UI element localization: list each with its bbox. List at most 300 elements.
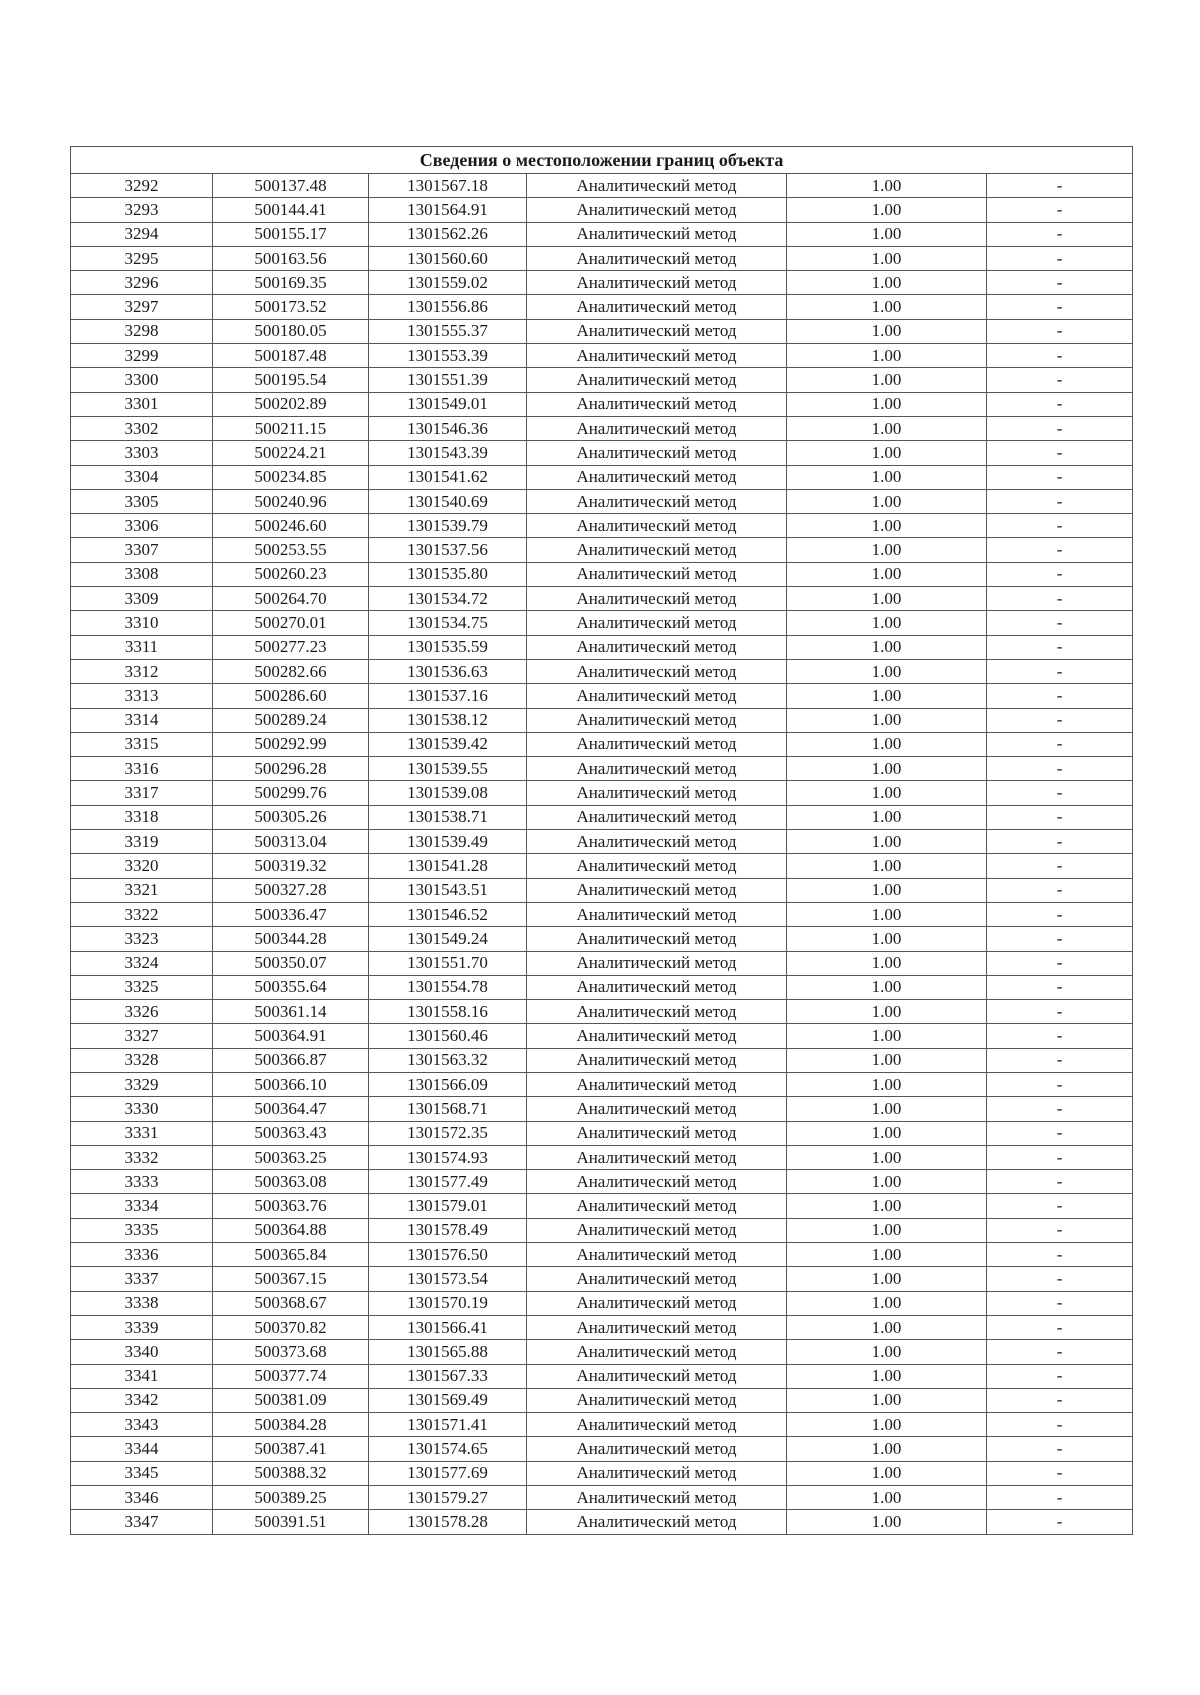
accuracy-cell: 1.00: [787, 635, 987, 659]
x-coordinate-cell: 500211.15: [213, 416, 369, 440]
table-row: [71, 538, 1133, 562]
note-cell: -: [987, 732, 1133, 756]
accuracy-cell: 1.00: [787, 1072, 987, 1096]
note-cell: -: [987, 951, 1133, 975]
note-cell: -: [987, 1000, 1133, 1024]
method-cell: Аналитический метод: [527, 344, 787, 368]
x-coordinate-cell: 500292.99: [213, 732, 369, 756]
method-cell: Аналитический метод: [527, 1048, 787, 1072]
note-cell: -: [987, 392, 1133, 416]
note-cell: -: [987, 538, 1133, 562]
x-coordinate-cell: 500387.41: [213, 1437, 369, 1461]
x-coordinate-cell: 500270.01: [213, 611, 369, 635]
point-number-cell: 3325: [71, 975, 213, 999]
table-row: [71, 1121, 1133, 1145]
y-coordinate-cell: 1301578.49: [369, 1218, 527, 1242]
accuracy-cell: 1.00: [787, 392, 987, 416]
x-coordinate-cell: 500282.66: [213, 659, 369, 683]
point-number-cell: 3344: [71, 1437, 213, 1461]
table-row: [71, 1048, 1133, 1072]
method-cell: Аналитический метод: [527, 659, 787, 683]
table-row: [71, 1291, 1133, 1315]
point-number-cell: 3320: [71, 854, 213, 878]
x-coordinate-cell: 500366.87: [213, 1048, 369, 1072]
y-coordinate-cell: 1301537.56: [369, 538, 527, 562]
y-coordinate-cell: 1301567.18: [369, 174, 527, 198]
point-number-cell: 3318: [71, 805, 213, 829]
accuracy-cell: 1.00: [787, 465, 987, 489]
note-cell: -: [987, 1437, 1133, 1461]
point-number-cell: 3312: [71, 659, 213, 683]
point-number-cell: 3299: [71, 344, 213, 368]
point-number-cell: 3293: [71, 198, 213, 222]
point-number-cell: 3326: [71, 1000, 213, 1024]
method-cell: Аналитический метод: [527, 1170, 787, 1194]
accuracy-cell: 1.00: [787, 1461, 987, 1485]
method-cell: Аналитический метод: [527, 1072, 787, 1096]
x-coordinate-cell: 500299.76: [213, 781, 369, 805]
note-cell: -: [987, 830, 1133, 854]
y-coordinate-cell: 1301569.49: [369, 1388, 527, 1412]
accuracy-cell: 1.00: [787, 1097, 987, 1121]
x-coordinate-cell: 500364.47: [213, 1097, 369, 1121]
accuracy-cell: 1.00: [787, 1437, 987, 1461]
y-coordinate-cell: 1301576.50: [369, 1243, 527, 1267]
x-coordinate-cell: 500144.41: [213, 198, 369, 222]
note-cell: -: [987, 1461, 1133, 1485]
table-row: [71, 708, 1133, 732]
x-coordinate-cell: 500391.51: [213, 1510, 369, 1534]
note-cell: -: [987, 927, 1133, 951]
y-coordinate-cell: 1301559.02: [369, 271, 527, 295]
accuracy-cell: 1.00: [787, 368, 987, 392]
x-coordinate-cell: 500313.04: [213, 830, 369, 854]
method-cell: Аналитический метод: [527, 1218, 787, 1242]
x-coordinate-cell: 500363.25: [213, 1145, 369, 1169]
note-cell: -: [987, 1024, 1133, 1048]
table-row: [71, 441, 1133, 465]
method-cell: Аналитический метод: [527, 441, 787, 465]
table-row: [71, 489, 1133, 513]
y-coordinate-cell: 1301560.60: [369, 246, 527, 270]
note-cell: -: [987, 271, 1133, 295]
method-cell: Аналитический метод: [527, 1243, 787, 1267]
method-cell: Аналитический метод: [527, 757, 787, 781]
note-cell: -: [987, 1121, 1133, 1145]
y-coordinate-cell: 1301578.28: [369, 1510, 527, 1534]
point-number-cell: 3296: [71, 271, 213, 295]
accuracy-cell: 1.00: [787, 1194, 987, 1218]
accuracy-cell: 1.00: [787, 902, 987, 926]
point-number-cell: 3330: [71, 1097, 213, 1121]
y-coordinate-cell: 1301540.69: [369, 489, 527, 513]
accuracy-cell: 1.00: [787, 1388, 987, 1412]
accuracy-cell: 1.00: [787, 684, 987, 708]
x-coordinate-cell: 500260.23: [213, 562, 369, 586]
table-row: [71, 1388, 1133, 1412]
x-coordinate-cell: 500384.28: [213, 1413, 369, 1437]
x-coordinate-cell: 500355.64: [213, 975, 369, 999]
x-coordinate-cell: 500370.82: [213, 1315, 369, 1339]
y-coordinate-cell: 1301574.65: [369, 1437, 527, 1461]
note-cell: -: [987, 1340, 1133, 1364]
y-coordinate-cell: 1301566.09: [369, 1072, 527, 1096]
x-coordinate-cell: 500350.07: [213, 951, 369, 975]
point-number-cell: 3332: [71, 1145, 213, 1169]
note-cell: -: [987, 902, 1133, 926]
point-number-cell: 3340: [71, 1340, 213, 1364]
method-cell: Аналитический метод: [527, 416, 787, 440]
x-coordinate-cell: 500180.05: [213, 319, 369, 343]
point-number-cell: 3338: [71, 1291, 213, 1315]
note-cell: -: [987, 1145, 1133, 1169]
method-cell: Аналитический метод: [527, 1413, 787, 1437]
method-cell: Аналитический метод: [527, 878, 787, 902]
x-coordinate-cell: 500296.28: [213, 757, 369, 781]
y-coordinate-cell: 1301560.46: [369, 1024, 527, 1048]
method-cell: Аналитический метод: [527, 684, 787, 708]
y-coordinate-cell: 1301549.01: [369, 392, 527, 416]
x-coordinate-cell: 500363.43: [213, 1121, 369, 1145]
y-coordinate-cell: 1301546.36: [369, 416, 527, 440]
table-row: [71, 1413, 1133, 1437]
y-coordinate-cell: 1301558.16: [369, 1000, 527, 1024]
y-coordinate-cell: 1301553.39: [369, 344, 527, 368]
x-coordinate-cell: 500224.21: [213, 441, 369, 465]
table-row: [71, 854, 1133, 878]
accuracy-cell: 1.00: [787, 1486, 987, 1510]
method-cell: Аналитический метод: [527, 538, 787, 562]
point-number-cell: 3307: [71, 538, 213, 562]
accuracy-cell: 1.00: [787, 198, 987, 222]
table-row: [71, 1243, 1133, 1267]
method-cell: Аналитический метод: [527, 1121, 787, 1145]
point-number-cell: 3331: [71, 1121, 213, 1145]
table-row: [71, 1267, 1133, 1291]
table-row: [71, 416, 1133, 440]
y-coordinate-cell: 1301568.71: [369, 1097, 527, 1121]
note-cell: -: [987, 757, 1133, 781]
note-cell: -: [987, 611, 1133, 635]
accuracy-cell: 1.00: [787, 514, 987, 538]
table-row: [71, 319, 1133, 343]
point-number-cell: 3298: [71, 319, 213, 343]
y-coordinate-cell: 1301543.51: [369, 878, 527, 902]
table-row: [71, 1170, 1133, 1194]
point-number-cell: 3308: [71, 562, 213, 586]
table-row: [71, 1340, 1133, 1364]
y-coordinate-cell: 1301551.39: [369, 368, 527, 392]
note-cell: -: [987, 441, 1133, 465]
x-coordinate-cell: 500361.14: [213, 1000, 369, 1024]
point-number-cell: 3333: [71, 1170, 213, 1194]
y-coordinate-cell: 1301573.54: [369, 1267, 527, 1291]
x-coordinate-cell: 500173.52: [213, 295, 369, 319]
x-coordinate-cell: 500389.25: [213, 1486, 369, 1510]
table-title-row: [71, 147, 1133, 174]
note-cell: -: [987, 1072, 1133, 1096]
point-number-cell: 3345: [71, 1461, 213, 1485]
x-coordinate-cell: 500344.28: [213, 927, 369, 951]
accuracy-cell: 1.00: [787, 1364, 987, 1388]
y-coordinate-cell: 1301562.26: [369, 222, 527, 246]
point-number-cell: 3301: [71, 392, 213, 416]
accuracy-cell: 1.00: [787, 1413, 987, 1437]
point-number-cell: 3311: [71, 635, 213, 659]
point-number-cell: 3337: [71, 1267, 213, 1291]
note-cell: -: [987, 1170, 1133, 1194]
method-cell: Аналитический метод: [527, 1267, 787, 1291]
y-coordinate-cell: 1301565.88: [369, 1340, 527, 1364]
point-number-cell: 3317: [71, 781, 213, 805]
table-row: [71, 1437, 1133, 1461]
table-row: [71, 465, 1133, 489]
method-cell: Аналитический метод: [527, 489, 787, 513]
note-cell: -: [987, 198, 1133, 222]
table-row: [71, 1000, 1133, 1024]
note-cell: -: [987, 319, 1133, 343]
y-coordinate-cell: 1301551.70: [369, 951, 527, 975]
accuracy-cell: 1.00: [787, 805, 987, 829]
method-cell: Аналитический метод: [527, 975, 787, 999]
accuracy-cell: 1.00: [787, 1315, 987, 1339]
accuracy-cell: 1.00: [787, 1145, 987, 1169]
method-cell: Аналитический метод: [527, 902, 787, 926]
accuracy-cell: 1.00: [787, 489, 987, 513]
note-cell: -: [987, 489, 1133, 513]
y-coordinate-cell: 1301577.49: [369, 1170, 527, 1194]
point-number-cell: 3327: [71, 1024, 213, 1048]
table-row: [71, 975, 1133, 999]
method-cell: Аналитический метод: [527, 1145, 787, 1169]
point-number-cell: 3321: [71, 878, 213, 902]
table-row: [71, 1315, 1133, 1339]
point-number-cell: 3343: [71, 1413, 213, 1437]
accuracy-cell: 1.00: [787, 1510, 987, 1534]
note-cell: -: [987, 295, 1133, 319]
note-cell: -: [987, 1364, 1133, 1388]
x-coordinate-cell: 500187.48: [213, 344, 369, 368]
table-row: [71, 198, 1133, 222]
accuracy-cell: 1.00: [787, 975, 987, 999]
note-cell: -: [987, 368, 1133, 392]
y-coordinate-cell: 1301536.63: [369, 659, 527, 683]
accuracy-cell: 1.00: [787, 951, 987, 975]
method-cell: Аналитический метод: [527, 1510, 787, 1534]
table-row: [71, 587, 1133, 611]
x-coordinate-cell: 500319.32: [213, 854, 369, 878]
method-cell: Аналитический метод: [527, 1388, 787, 1412]
x-coordinate-cell: 500137.48: [213, 174, 369, 198]
note-cell: -: [987, 854, 1133, 878]
y-coordinate-cell: 1301539.08: [369, 781, 527, 805]
accuracy-cell: 1.00: [787, 1267, 987, 1291]
point-number-cell: 3306: [71, 514, 213, 538]
table-row: [71, 295, 1133, 319]
method-cell: Аналитический метод: [527, 368, 787, 392]
x-coordinate-cell: 500336.47: [213, 902, 369, 926]
y-coordinate-cell: 1301549.24: [369, 927, 527, 951]
table-row: [71, 805, 1133, 829]
y-coordinate-cell: 1301541.28: [369, 854, 527, 878]
point-number-cell: 3339: [71, 1315, 213, 1339]
table-title: Сведения о местоположении границ объекта: [71, 147, 1133, 174]
point-number-cell: 3309: [71, 587, 213, 611]
note-cell: -: [987, 1243, 1133, 1267]
note-cell: -: [987, 1486, 1133, 1510]
x-coordinate-cell: 500364.91: [213, 1024, 369, 1048]
table-row: [71, 902, 1133, 926]
note-cell: -: [987, 1048, 1133, 1072]
table-row: [71, 781, 1133, 805]
table-row: [71, 611, 1133, 635]
y-coordinate-cell: 1301543.39: [369, 441, 527, 465]
x-coordinate-cell: 500234.85: [213, 465, 369, 489]
method-cell: Аналитический метод: [527, 246, 787, 270]
method-cell: Аналитический метод: [527, 271, 787, 295]
y-coordinate-cell: 1301537.16: [369, 684, 527, 708]
x-coordinate-cell: 500363.76: [213, 1194, 369, 1218]
accuracy-cell: 1.00: [787, 538, 987, 562]
table-row: [71, 659, 1133, 683]
table-row: [71, 1510, 1133, 1534]
y-coordinate-cell: 1301563.32: [369, 1048, 527, 1072]
method-cell: Аналитический метод: [527, 854, 787, 878]
table-row: [71, 174, 1133, 198]
note-cell: -: [987, 1218, 1133, 1242]
method-cell: Аналитический метод: [527, 198, 787, 222]
point-number-cell: 3305: [71, 489, 213, 513]
point-number-cell: 3295: [71, 246, 213, 270]
method-cell: Аналитический метод: [527, 951, 787, 975]
point-number-cell: 3336: [71, 1243, 213, 1267]
y-coordinate-cell: 1301539.49: [369, 830, 527, 854]
method-cell: Аналитический метод: [527, 830, 787, 854]
x-coordinate-cell: 500286.60: [213, 684, 369, 708]
table-row: [71, 514, 1133, 538]
method-cell: Аналитический метод: [527, 222, 787, 246]
method-cell: Аналитический метод: [527, 1097, 787, 1121]
table-row: [71, 732, 1133, 756]
y-coordinate-cell: 1301572.35: [369, 1121, 527, 1145]
accuracy-cell: 1.00: [787, 1000, 987, 1024]
y-coordinate-cell: 1301546.52: [369, 902, 527, 926]
method-cell: Аналитический метод: [527, 392, 787, 416]
point-number-cell: 3334: [71, 1194, 213, 1218]
method-cell: Аналитический метод: [527, 1315, 787, 1339]
table-row: [71, 1461, 1133, 1485]
accuracy-cell: 1.00: [787, 659, 987, 683]
accuracy-cell: 1.00: [787, 708, 987, 732]
table-row: [71, 830, 1133, 854]
point-number-cell: 3303: [71, 441, 213, 465]
table-row: [71, 1364, 1133, 1388]
accuracy-cell: 1.00: [787, 246, 987, 270]
table-row: [71, 344, 1133, 368]
point-number-cell: 3324: [71, 951, 213, 975]
y-coordinate-cell: 1301554.78: [369, 975, 527, 999]
table-row: [71, 1486, 1133, 1510]
note-cell: -: [987, 1388, 1133, 1412]
note-cell: -: [987, 684, 1133, 708]
table-row: [71, 927, 1133, 951]
accuracy-cell: 1.00: [787, 416, 987, 440]
accuracy-cell: 1.00: [787, 781, 987, 805]
point-number-cell: 3294: [71, 222, 213, 246]
y-coordinate-cell: 1301538.12: [369, 708, 527, 732]
x-coordinate-cell: 500163.56: [213, 246, 369, 270]
note-cell: -: [987, 1315, 1133, 1339]
accuracy-cell: 1.00: [787, 611, 987, 635]
point-number-cell: 3316: [71, 757, 213, 781]
method-cell: Аналитический метод: [527, 587, 787, 611]
method-cell: Аналитический метод: [527, 1194, 787, 1218]
method-cell: Аналитический метод: [527, 611, 787, 635]
method-cell: Аналитический метод: [527, 1340, 787, 1364]
x-coordinate-cell: 500368.67: [213, 1291, 369, 1315]
point-number-cell: 3314: [71, 708, 213, 732]
table-row: [71, 368, 1133, 392]
y-coordinate-cell: 1301579.01: [369, 1194, 527, 1218]
y-coordinate-cell: 1301541.62: [369, 465, 527, 489]
x-coordinate-cell: 500253.55: [213, 538, 369, 562]
note-cell: -: [987, 708, 1133, 732]
y-coordinate-cell: 1301538.71: [369, 805, 527, 829]
x-coordinate-cell: 500240.96: [213, 489, 369, 513]
method-cell: Аналитический метод: [527, 708, 787, 732]
x-coordinate-cell: 500377.74: [213, 1364, 369, 1388]
note-cell: -: [987, 514, 1133, 538]
table-row: [71, 1145, 1133, 1169]
note-cell: -: [987, 1194, 1133, 1218]
y-coordinate-cell: 1301574.93: [369, 1145, 527, 1169]
method-cell: Аналитический метод: [527, 514, 787, 538]
method-cell: Аналитический метод: [527, 805, 787, 829]
x-coordinate-cell: 500246.60: [213, 514, 369, 538]
x-coordinate-cell: 500277.23: [213, 635, 369, 659]
accuracy-cell: 1.00: [787, 757, 987, 781]
note-cell: -: [987, 222, 1133, 246]
accuracy-cell: 1.00: [787, 1243, 987, 1267]
y-coordinate-cell: 1301535.80: [369, 562, 527, 586]
point-number-cell: 3310: [71, 611, 213, 635]
point-number-cell: 3328: [71, 1048, 213, 1072]
point-number-cell: 3300: [71, 368, 213, 392]
y-coordinate-cell: 1301534.75: [369, 611, 527, 635]
table-row: [71, 757, 1133, 781]
point-number-cell: 3292: [71, 174, 213, 198]
method-cell: Аналитический метод: [527, 465, 787, 489]
point-number-cell: 3322: [71, 902, 213, 926]
point-number-cell: 3319: [71, 830, 213, 854]
point-number-cell: 3347: [71, 1510, 213, 1534]
x-coordinate-cell: 500289.24: [213, 708, 369, 732]
accuracy-cell: 1.00: [787, 830, 987, 854]
table-row: [71, 271, 1133, 295]
method-cell: Аналитический метод: [527, 174, 787, 198]
y-coordinate-cell: 1301571.41: [369, 1413, 527, 1437]
table-row: [71, 562, 1133, 586]
point-number-cell: 3297: [71, 295, 213, 319]
accuracy-cell: 1.00: [787, 1121, 987, 1145]
accuracy-cell: 1.00: [787, 732, 987, 756]
table-row: [71, 392, 1133, 416]
note-cell: -: [987, 344, 1133, 368]
point-number-cell: 3313: [71, 684, 213, 708]
note-cell: -: [987, 174, 1133, 198]
point-number-cell: 3304: [71, 465, 213, 489]
y-coordinate-cell: 1301564.91: [369, 198, 527, 222]
